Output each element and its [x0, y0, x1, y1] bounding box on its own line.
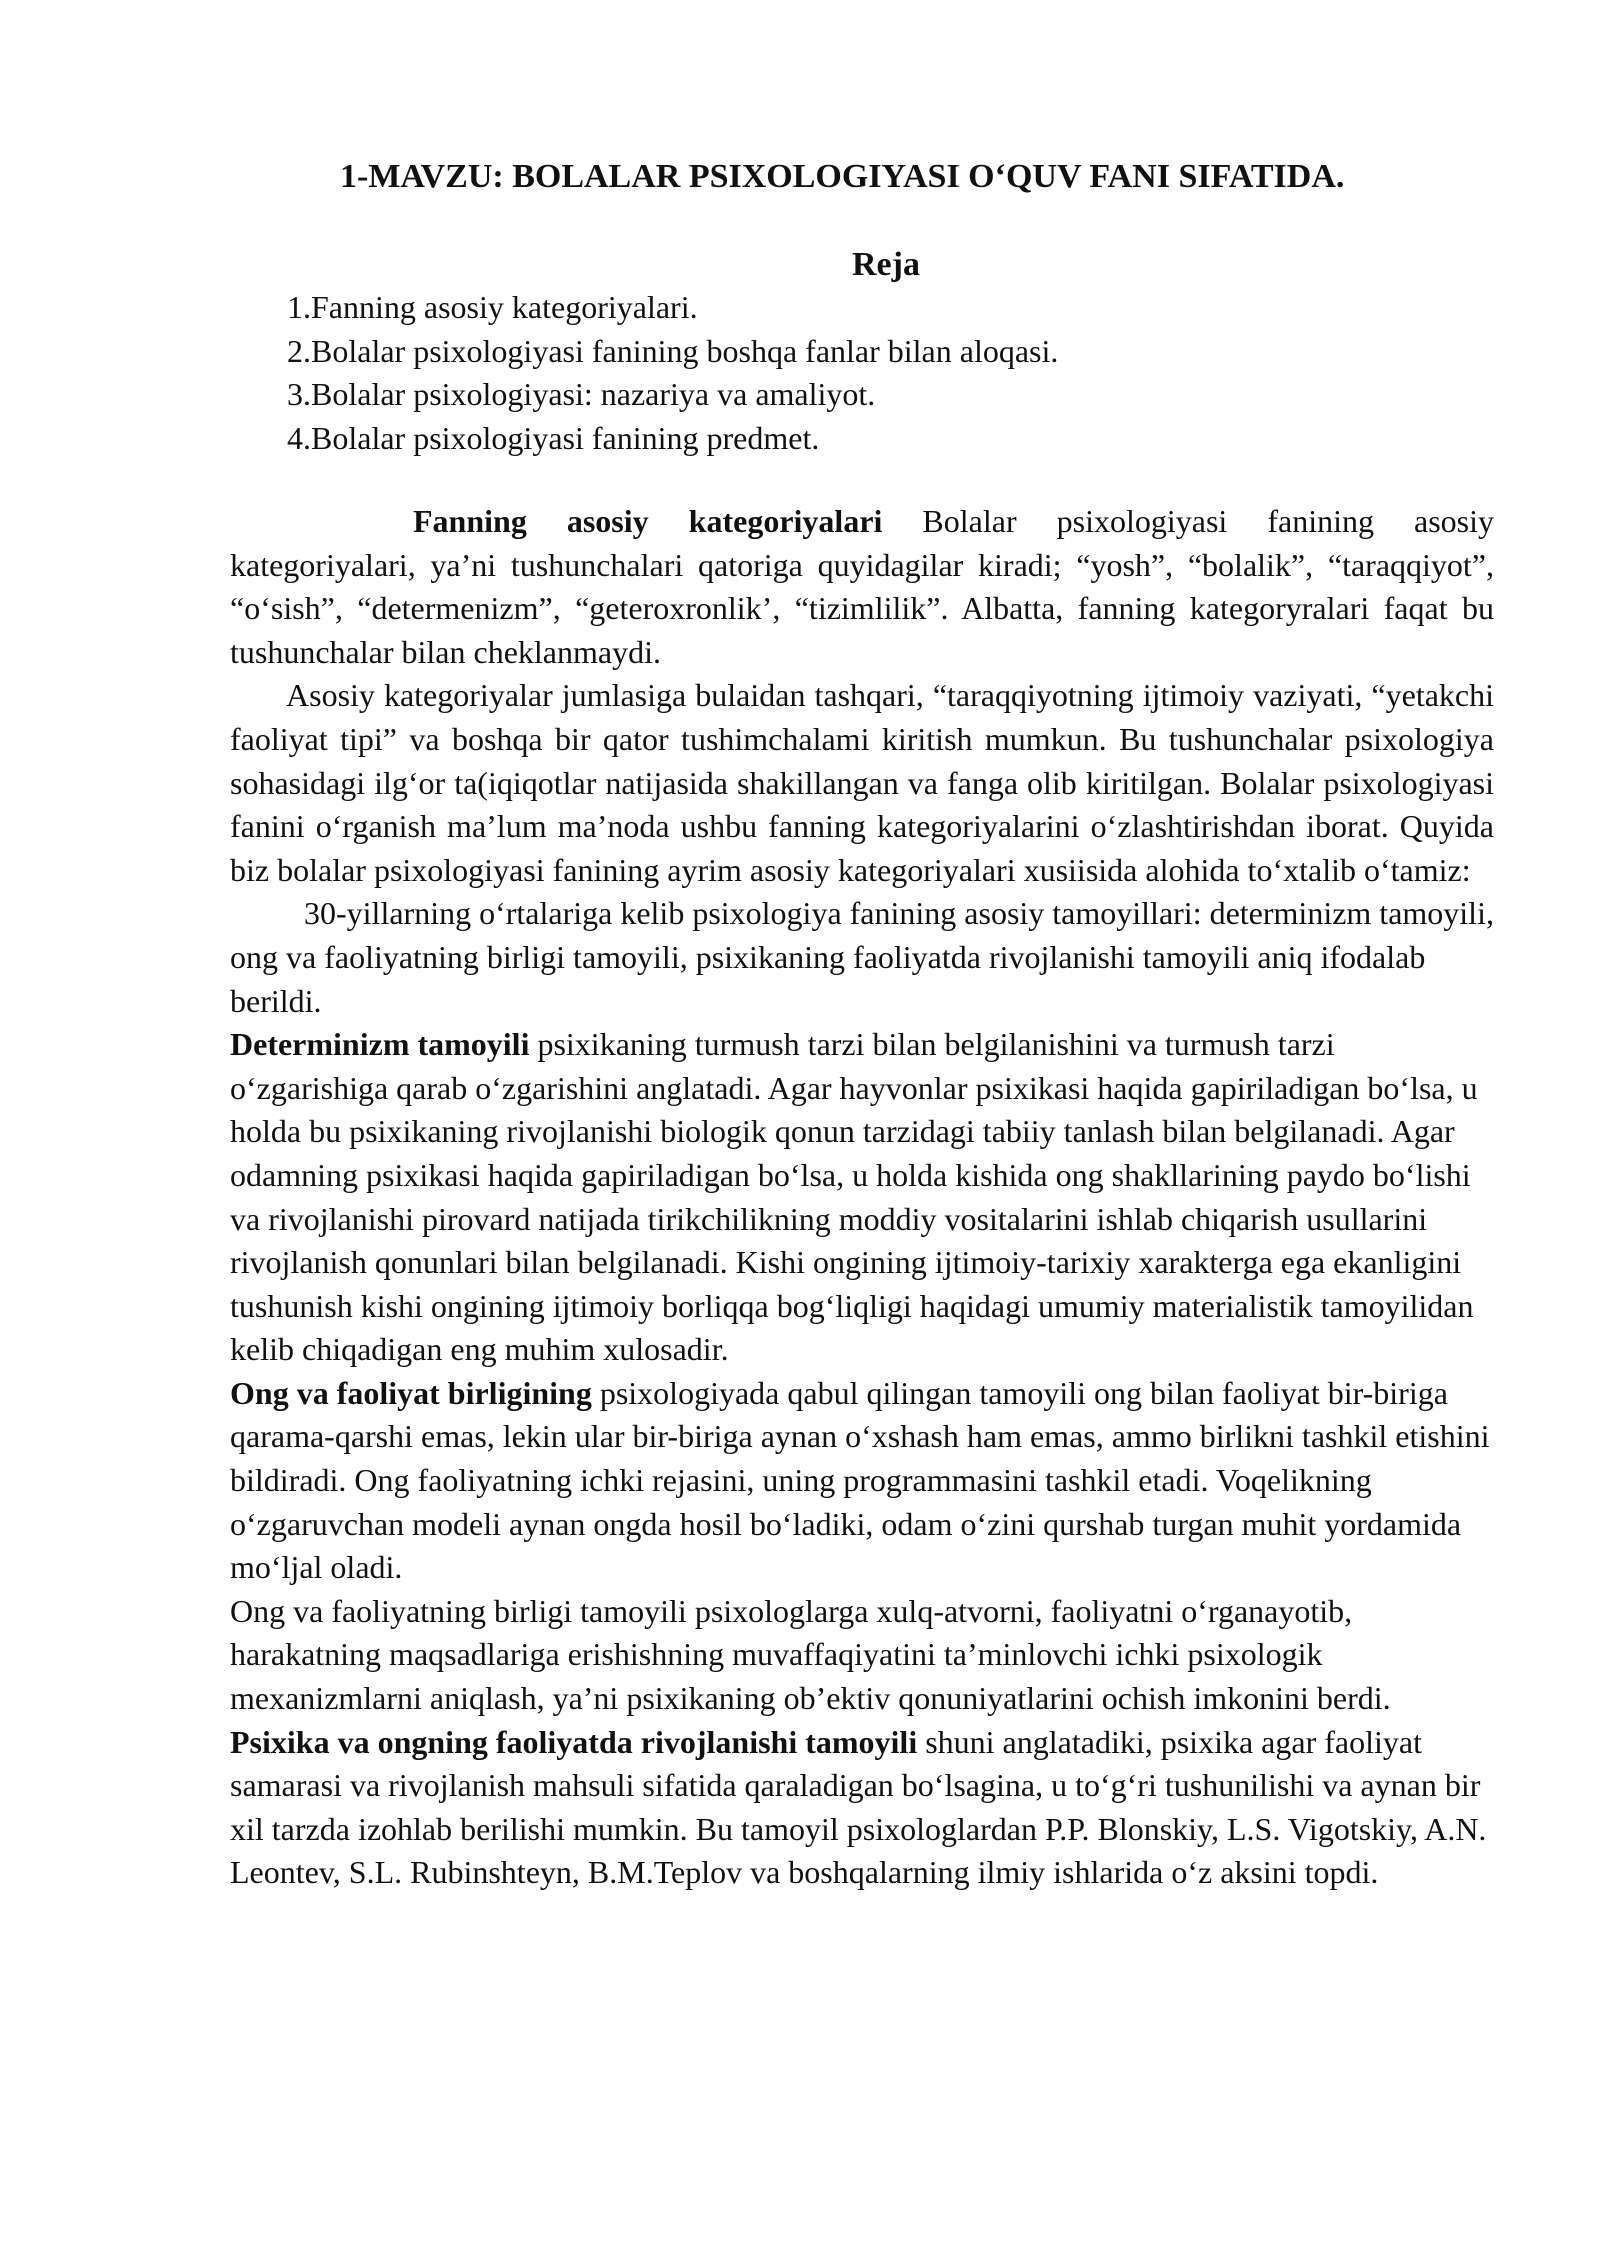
paragraph-text: Bolalar psixologiyasi fanining asosiy kategoriyalari, ya’ni tushunchalari qatoriga quyidagilar kiradi; “yosh”, “bolalik”, “taraqqiyot”, “o‘sish”, “determenizm”, “geteroxronlik’, “tizimlilik”. Albatta, fanning kategoryralari faqat bu tushunchalar bilan cheklanmaydi.	[230, 503, 1494, 670]
paragraph-unity-principle	[230, 1590, 1494, 1721]
paragraph-lead: Ong va faoliyat birligining	[230, 1374, 592, 1411]
paragraph-lead: Psixika va ongning faoliyatda rivojlanishi tamoyili	[230, 1723, 918, 1760]
paragraph-consciousness-activity	[230, 1372, 1494, 1590]
plan-item-2: 2.Bolalar psixologiyasi fanining boshqa fanlar bilan aloqasi.	[287, 332, 1059, 369]
paragraph-text: psixikaning turmush tarzi bilan belgilanishini va turmush tarzi o‘zgarishiga qarab o‘zgarishini anglatadi. Agar hayvonlar psixikasi haqida gapiriladigan bo‘lsa, u holda bu psixikaning rivojlanishi biologik qonun tarzidagi tabiiy tanlash bilan belgilanadi. Agar odamning psixikasi haqida gapiriladigan bo‘lsa, u holda kishida ong shakllarining paydo bo‘lishi va rivojlanishi pirovard natijada tirikchilikning moddiy vositalarini ishlab chiqarish usullarini rivojlanish qonunlari bilan belgilanadi. Kishi ongining ijtimoiy-tarixiy xarakterga ega ekanligini tushunish kishi ongining ijtimoiy borliqqa bog‘liqligi haqidagi umumiy materialistik tamoyilidan kelib chiqadigan eng muhim xulosadir.	[230, 1026, 1478, 1368]
plan-item-4: 4.Bolalar psixologiyasi fanining predmet.	[287, 419, 820, 456]
paragraph-text: Ong va faoliyatning birligi tamoyili psixologlarga xulq-atvorni, faoliyatni o‘rganayotib, harakatning maqsadlariga erishishning muvaffaqiyatini ta’minlovchi ichki psixologik mexanizmlarni aniqlash, ya’ni psixikaning ob’ektiv qonuniyatlarini ochish imkonini berdi.	[230, 1592, 1391, 1717]
plan-list	[287, 286, 1487, 460]
paragraph-lead: Fanning asosiy kategoriyalari	[413, 503, 883, 539]
paragraph-lead: Determinizm tamoyili	[230, 1026, 530, 1063]
paragraph-principles	[230, 892, 1494, 1023]
paragraph-text: psixologiyada qabul qilingan tamoyili ong bilan faoliyat bir-biriga qarama-qarshi emas, lekin ular bir-biriga aynan o‘xshash ham emas, ammo birlikni tashkil etishini bildiradi. Ong faoliyatning ichki rejasini, uning programmasini tashkil etadi. Voqelikning o‘zgaruvchan modeli aynan ongda hosil bo‘ladiki, odam o‘zini qurshab turgan muhit yordamida mo‘ljal oladi.	[230, 1374, 1490, 1586]
paragraph-development-principle	[230, 1721, 1494, 1895]
plan-item-3: 3.Bolalar psixologiyasi: nazariya va amaliyot.	[287, 376, 876, 413]
document-body	[230, 500, 1494, 1895]
paragraph-determinism	[230, 1023, 1494, 1372]
paragraph-text: Asosiy kategoriyalar jumlasiga bulaidan tashqari, “taraqqiyotning ijtimoiy vaziyati, “yetakchi faoliyat tipi” va boshqa bir qator tushimchalami kiritish mumkun. Bu tushunchalar psixologiya sohasidagi ilg‘or ta(iqiqotlar natijasida shakillangan va fanga olib kiritilgan. Bolalar psixologiyasi fanini o‘rganish ma’lum ma’noda ushbu fanning kategoriyalarini o‘zlashtirishdan iborat. Quyida biz bolalar psixologiyasi fanining ayrim asosiy kategoriyalari xusiisida alohida to‘xtalib o‘tamiz:	[230, 677, 1494, 888]
paragraph-categories	[230, 500, 1494, 674]
page-title: 1-MAVZU: BOLALAR PSIXOLOGIYASI O‘QUV FANI SIFATIDA.	[340, 158, 1345, 195]
plan-item-1: 1.Fanning asosiy kategoriyalari.	[287, 289, 698, 325]
plan-heading: Reja	[852, 246, 920, 283]
paragraph-basic-categories	[230, 674, 1494, 892]
paragraph-text: 30-yillarning o‘rtalariga kelib psixologiya fanining asosiy tamoyillari: determinizm tamoyili, ong va faoliyatning birligi tamoyili, psixikaning faoliyatda rivojlanishi tamoyili aniq ifodalab berildi.	[230, 895, 1494, 1019]
paragraph-text: shuni anglatadiki, psixika agar faoliyat samarasi va rivojlanish mahsuli sifatida qaraladigan bo‘lsagina, u to‘g‘ri tushunilishi va aynan bir xil tarzda izohlab berilishi mumkin. Bu tamoyil psixologlardan P.P. Blonskiy, L.S. Vigotskiy, A.N. Leontev, S.L. Rubinshteyn, B.M.Teplov va boshqalarning ilmiy ishlarida o‘z aksini topdi.	[230, 1723, 1487, 1891]
